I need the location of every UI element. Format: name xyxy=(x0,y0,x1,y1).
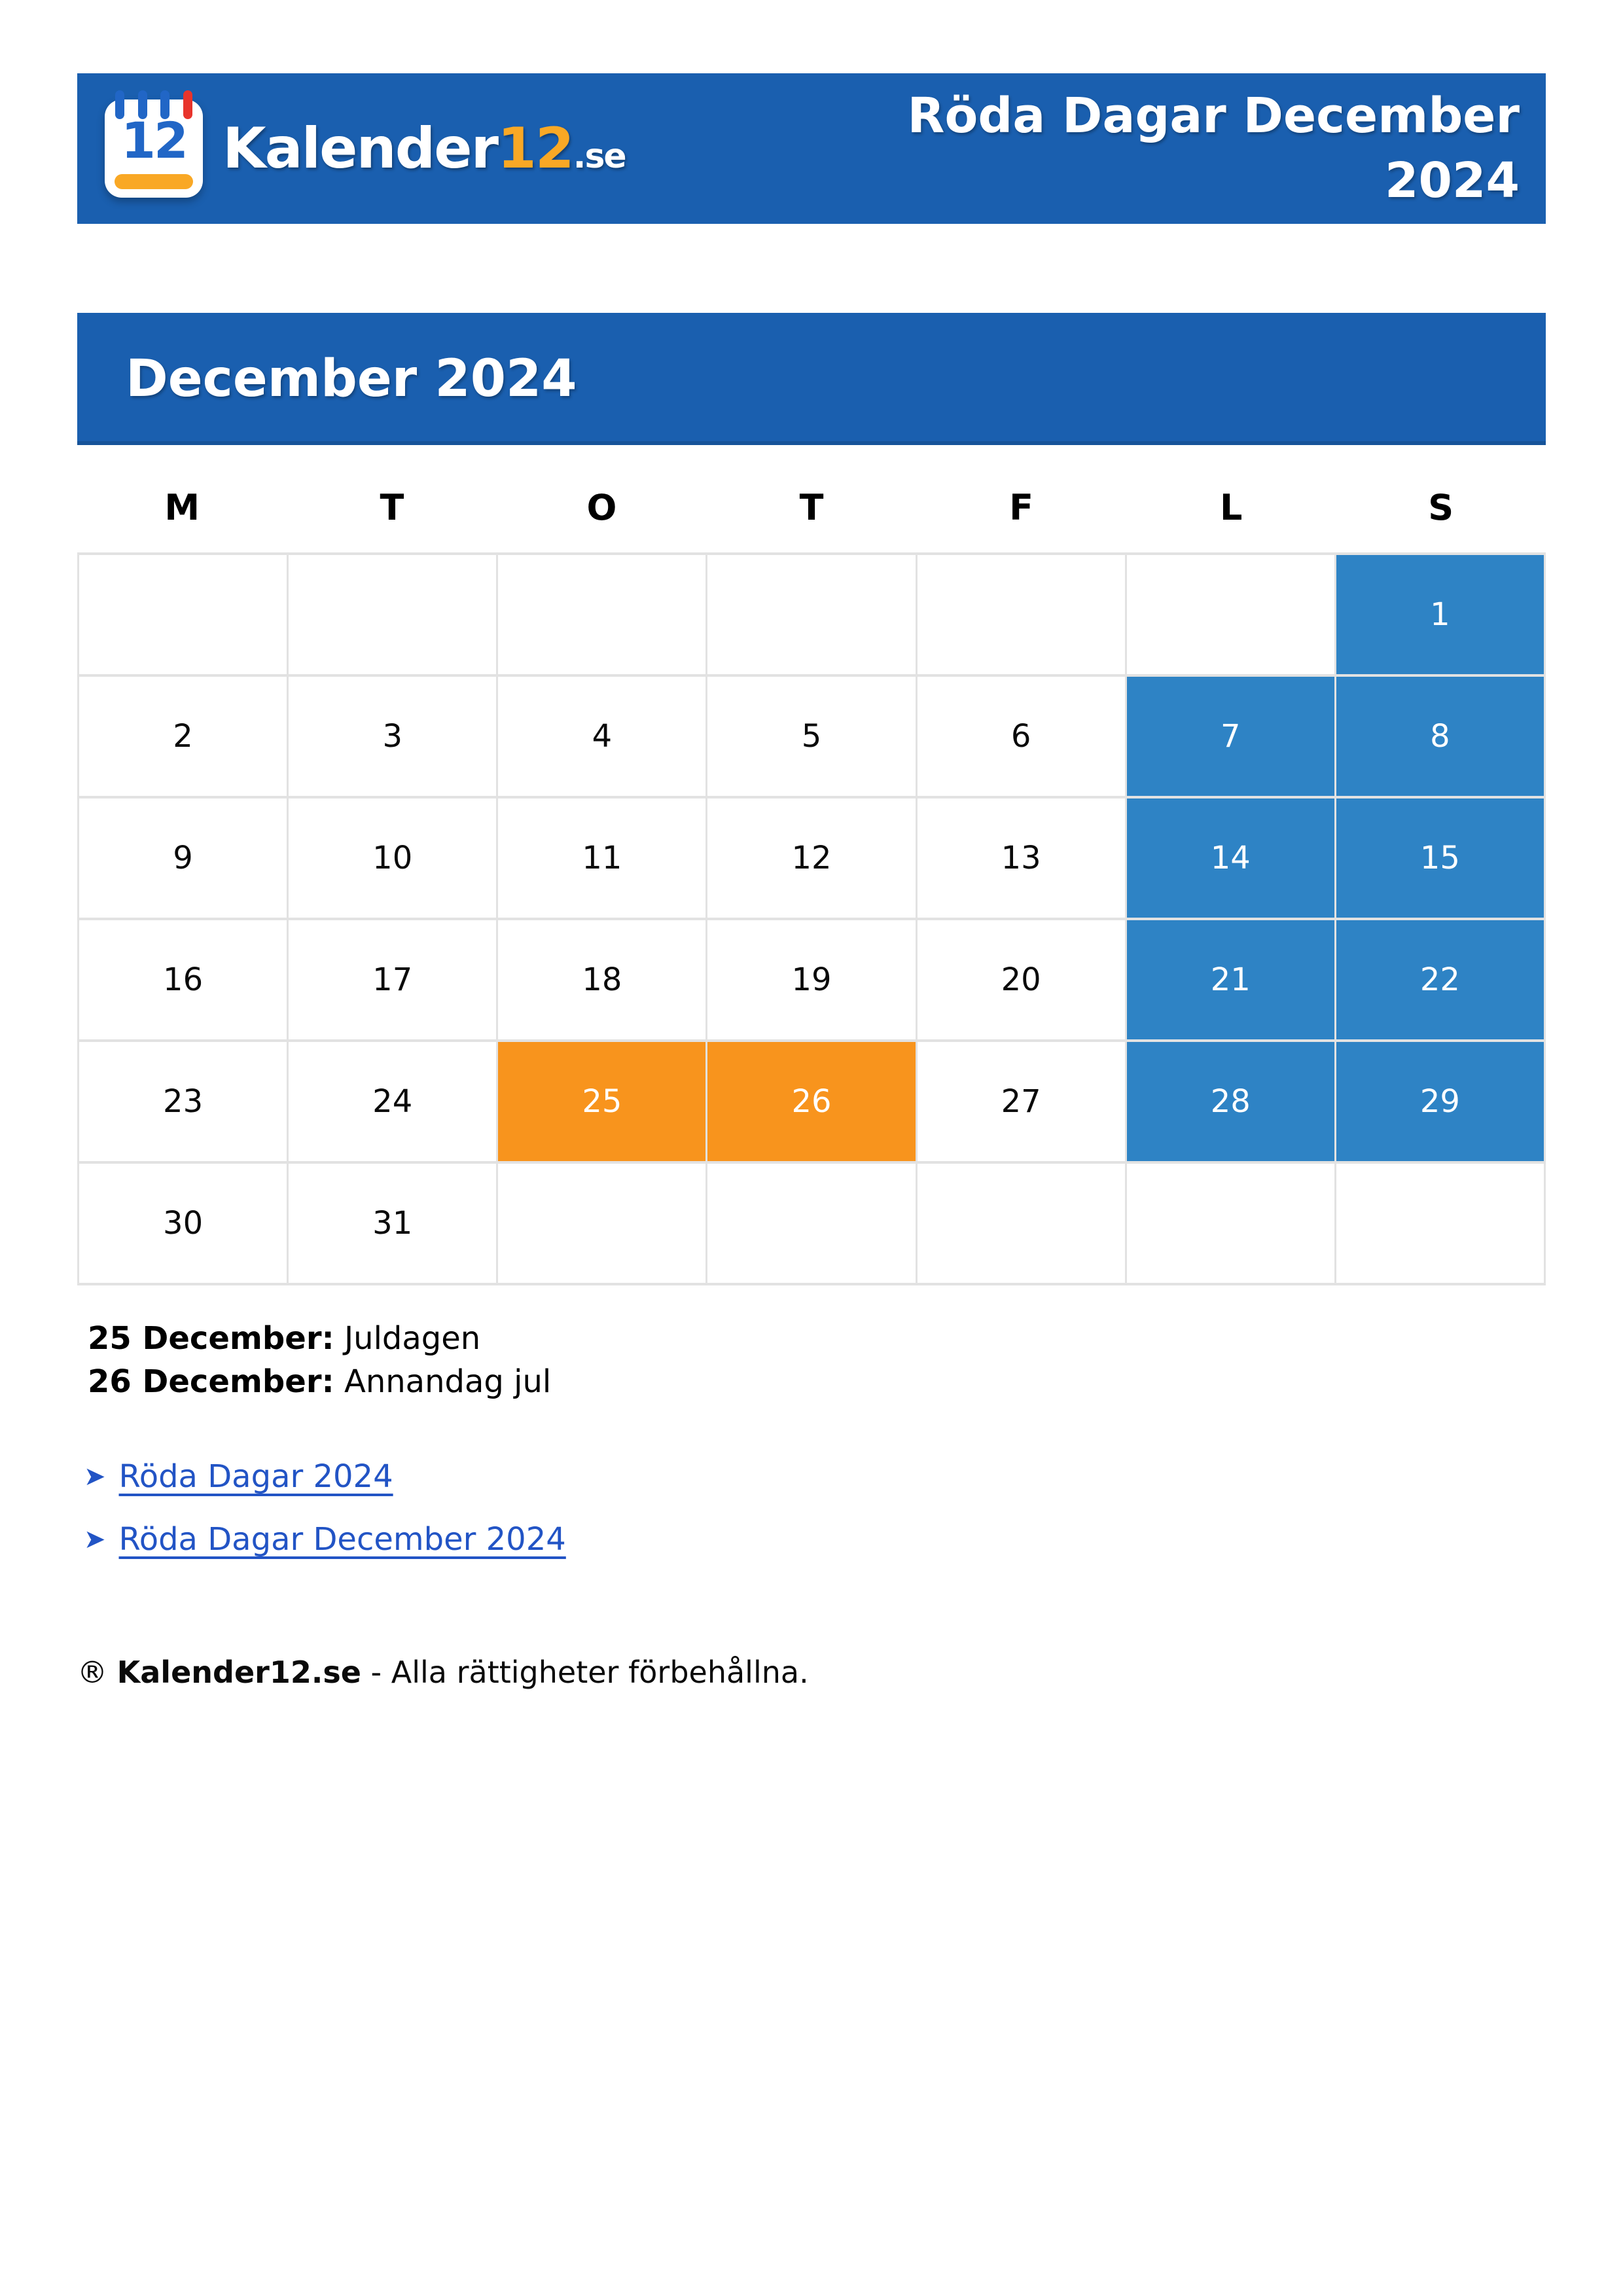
day-cell: 28 xyxy=(1126,1041,1335,1162)
brand-kalender: Kalender xyxy=(223,116,498,181)
day-cell xyxy=(288,554,497,675)
day-cell xyxy=(916,1162,1126,1284)
holiday-note xyxy=(88,1317,1546,1360)
holiday-notes xyxy=(77,1317,1546,1403)
day-cell xyxy=(497,554,707,675)
day-cell: 9 xyxy=(79,797,288,919)
day-cell: 12 xyxy=(707,797,916,919)
arrow-bullet-icon: ➤ xyxy=(84,1524,106,1554)
copyright-text: - Alla rättigheter förbehållna. xyxy=(370,1655,809,1690)
weekday-saturday: L xyxy=(1219,486,1243,528)
day-cell: 1 xyxy=(1335,554,1544,675)
day-cell: 20 xyxy=(916,919,1126,1041)
day-cell: 5 xyxy=(707,675,916,797)
day-cell: 25 xyxy=(497,1041,707,1162)
registered-mark-icon: ® xyxy=(77,1655,107,1690)
day-cell: 27 xyxy=(916,1041,1126,1162)
day-cell: 23 xyxy=(79,1041,288,1162)
calendar-grid xyxy=(77,552,1546,1285)
header-bar xyxy=(77,73,1546,224)
arrow-bullet-icon: ➤ xyxy=(84,1462,106,1492)
day-cell xyxy=(1126,554,1335,675)
brand-wordmark xyxy=(223,116,626,181)
page-title: Röda Dagar December 2024 xyxy=(907,87,1520,209)
holiday-note-name: Annandag jul xyxy=(344,1363,552,1400)
day-cell: 11 xyxy=(497,797,707,919)
day-cell xyxy=(1335,1162,1544,1284)
month-banner xyxy=(77,313,1546,445)
day-cell: 4 xyxy=(497,675,707,797)
day-cell: 18 xyxy=(497,919,707,1041)
weekday-sunday: S xyxy=(1428,486,1454,528)
link-roda-dagar-2024[interactable]: Röda Dagar 2024 xyxy=(118,1458,393,1495)
day-cell xyxy=(497,1162,707,1284)
calendar-logo-icon xyxy=(105,99,203,198)
month-banner-label: December 2024 xyxy=(126,350,577,408)
day-cell xyxy=(707,554,916,675)
day-cell xyxy=(1126,1162,1335,1284)
day-cell: 10 xyxy=(288,797,497,919)
calendar-week-row xyxy=(79,1162,1545,1284)
calendar-week-row xyxy=(79,1041,1545,1162)
calendar-icon-number: 12 xyxy=(121,111,187,170)
day-cell: 14 xyxy=(1126,797,1335,919)
calendar-icon-bar xyxy=(115,174,193,189)
calendar-week-row xyxy=(79,554,1545,675)
calendar-week-row xyxy=(79,919,1545,1041)
day-cell: 13 xyxy=(916,797,1126,919)
holiday-note-date: 25 December: xyxy=(88,1320,334,1357)
calendar-week-row xyxy=(79,797,1545,919)
weekday-friday: F xyxy=(1009,486,1034,528)
day-cell: 29 xyxy=(1335,1041,1544,1162)
weekday-wednesday: O xyxy=(586,486,617,528)
day-cell: 8 xyxy=(1335,675,1544,797)
day-cell: 7 xyxy=(1126,675,1335,797)
holiday-note-date: 26 December: xyxy=(88,1363,334,1400)
weekday-tuesday: T xyxy=(380,486,404,528)
day-cell: 22 xyxy=(1335,919,1544,1041)
day-cell: 15 xyxy=(1335,797,1544,919)
weekday-monday: M xyxy=(164,486,200,528)
day-cell xyxy=(79,554,288,675)
day-cell: 24 xyxy=(288,1041,497,1162)
brand-12: 12 xyxy=(497,116,573,181)
day-cell: 3 xyxy=(288,675,497,797)
day-cell: 30 xyxy=(79,1162,288,1284)
copyright-brand: Kalender12.se xyxy=(116,1655,361,1690)
weekday-thursday: T xyxy=(799,486,824,528)
day-cell xyxy=(916,554,1126,675)
day-cell: 26 xyxy=(707,1041,916,1162)
link-row xyxy=(84,1458,1546,1495)
day-cell: 16 xyxy=(79,919,288,1041)
holiday-note xyxy=(88,1360,1546,1403)
day-cell: 21 xyxy=(1126,919,1335,1041)
day-cell: 2 xyxy=(79,675,288,797)
day-cell: 19 xyxy=(707,919,916,1041)
copyright-line xyxy=(77,1655,1546,1690)
kalender12-logo[interactable] xyxy=(105,99,626,198)
related-links xyxy=(77,1458,1546,1558)
day-cell: 17 xyxy=(288,919,497,1041)
day-cell: 31 xyxy=(288,1162,497,1284)
link-row xyxy=(84,1521,1546,1558)
weekday-header-row xyxy=(77,483,1546,531)
brand-se: .se xyxy=(573,137,626,176)
link-roda-dagar-december-2024[interactable]: Röda Dagar December 2024 xyxy=(118,1521,566,1558)
day-cell: 6 xyxy=(916,675,1126,797)
calendar-week-row xyxy=(79,675,1545,797)
day-cell xyxy=(707,1162,916,1284)
holiday-note-name: Juldagen xyxy=(344,1320,481,1357)
